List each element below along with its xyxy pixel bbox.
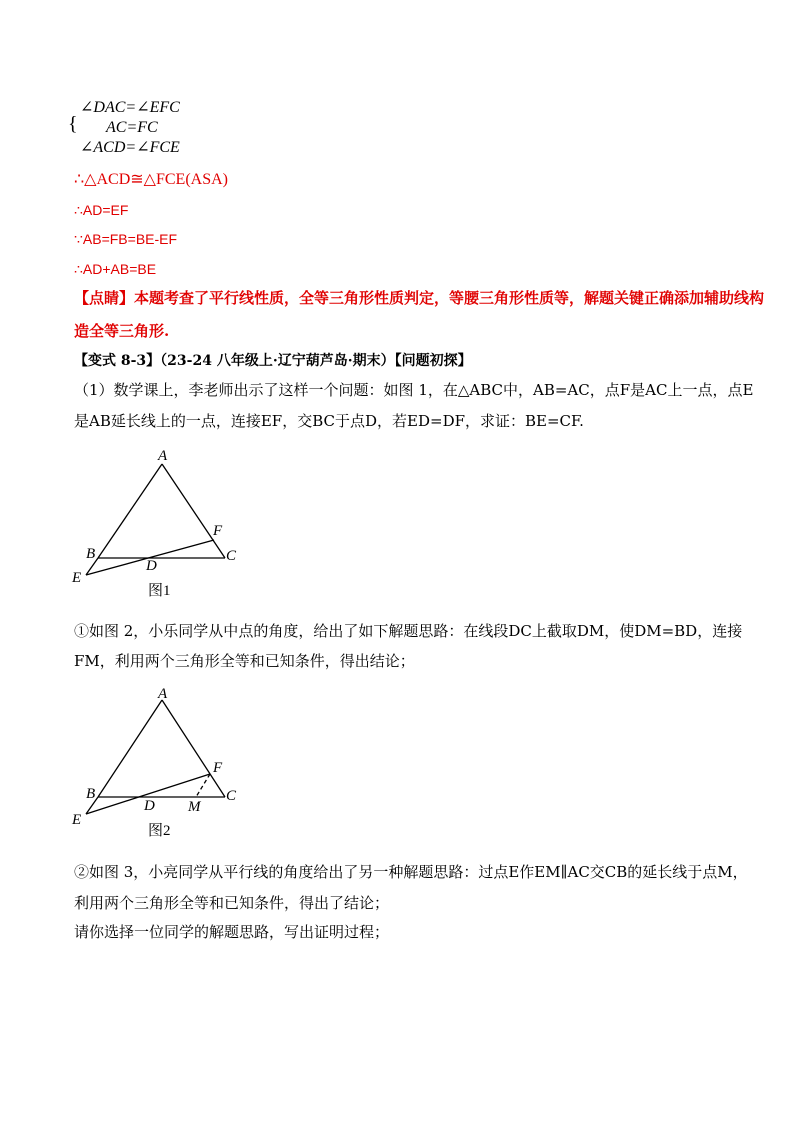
idea-1-line-1: ①如图 2，小乐同学从中点的角度，给出了如下解题思路：在线段DC上截取DM，使DM=BD，连接 (74, 622, 743, 640)
equation-line-3: ∠ACD=∠FCE (80, 139, 180, 156)
equation-line-2: AC=FC (106, 119, 158, 136)
proof-step-3: ∴AD+AB=BE (74, 261, 157, 277)
question-1-line-2: 是AB延长线上的一点，连接EF，交BC于点D，若ED=DF，求证：BE=CF. (74, 412, 584, 430)
idea-2-line-3: 请你选择一位同学的解题思路，写出证明过程； (74, 923, 390, 941)
label-f: F (213, 523, 223, 539)
label-c: C (226, 788, 237, 804)
idea-1-line-2: FM，利用两个三角形全等和已知条件，得出结论； (74, 652, 415, 670)
label-b: B (86, 786, 96, 802)
label-c: C (226, 548, 237, 564)
label-f: F (213, 760, 223, 776)
figure-1-caption: 图1 (148, 583, 171, 599)
figure-2-caption: 图2 (148, 823, 171, 839)
label-e: E (72, 812, 82, 828)
comment-line-1 (74, 288, 764, 308)
equation-line-1: ∠DAC=∠EFC (80, 99, 180, 116)
label-d: D (146, 558, 157, 574)
idea-2-line-2: 利用两个三角形全等和已知条件，得出了结论； (74, 894, 390, 912)
label-a: A (158, 686, 168, 702)
label-m: M (188, 799, 201, 815)
question-1-line-1: （1）数学课上，李老师出示了这样一个问题：如图 1，在△ABC中，AB=AC，点F是AC上一点，点E (74, 381, 754, 399)
label-d: D (144, 798, 155, 814)
segment-ac (162, 700, 225, 797)
segment-ab (98, 464, 162, 558)
segment-ac (162, 464, 225, 558)
congruence-statement: ∴△ACD≅△FCE(ASA) (74, 171, 228, 188)
proof-step-1: ∴AD=EF (74, 202, 129, 218)
label-b: B (86, 546, 96, 562)
variant-header: 【变式 8-3】（23-24 八年级上·辽宁葫芦岛·期末）【问题初探】 (74, 353, 472, 369)
comment-text: 本题考查了平行线性质，全等三角形性质判定，等腰三角形性质等，解题关键正确添加辅助线构 (134, 289, 765, 307)
idea-2-line-1: ②如图 3，小亮同学从平行线的角度给出了另一种解题思路：过点E作EM∥AC交CB的延长线于点M， (74, 863, 748, 881)
figure-2 (60, 680, 260, 850)
label-e: E (72, 570, 82, 586)
figure-1 (60, 440, 260, 610)
comment-tag: 【点睛】 (74, 289, 135, 307)
label-a: A (158, 448, 168, 464)
comment-line-2: 造全等三角形. (74, 322, 170, 340)
segment-ab (98, 700, 162, 797)
left-brace: { (68, 113, 78, 135)
proof-step-2: ∵AB=FB=BE-EF (74, 231, 178, 247)
